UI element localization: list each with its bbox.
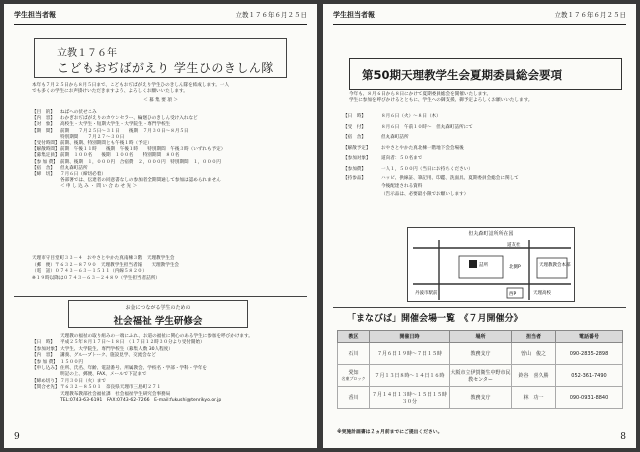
intro-line: 学生に参加を呼びかけるとともに、学生への御支援、御予定よろしくお願いいたします。 <box>349 98 533 104</box>
detail-row: 【内 容】 わかぎおぢばがえりのカウンセラー、輪廻ひのきしん受け入れなど <box>32 116 198 122</box>
map-label-dooyusha: 道友社 <box>507 243 521 248</box>
detail-row: 【申し込み】 住所、氏名、年齢、電話番号、所属教会、学校名・学部・学科・学年を <box>32 366 208 372</box>
left-header-rule <box>14 24 307 25</box>
col-phone: 電話番号 <box>556 331 623 343</box>
col-person: 担当者 <box>512 331 556 343</box>
right-page-number: 8 <box>620 432 626 442</box>
detail-row: 各部署では、伝達者の同意書なしの参加者全期間通して参加は認められません <box>60 178 221 184</box>
map-title: 但丸森町詰所所在図 <box>468 231 514 237</box>
section-label: ＜ 募 集 要 項 ＞ <box>143 97 178 103</box>
detail-row: 特別期間 ７月２７～３０日 <box>60 134 125 140</box>
map-label-north-p: 北側P <box>509 265 521 270</box>
section-divider <box>14 296 307 297</box>
assembly-title: 第50期天理教学生会夏期委員総会要項 <box>362 68 563 82</box>
intro-line: でも多くの学生にお声掛けいただきますよう、よろしくお願いいたします。 <box>32 89 188 95</box>
contact-line: 天理市守目堂町３３－４ おやさとやかた真南棟３階 天理教学生会 <box>32 256 175 261</box>
detail-row: 【目 的】 ねばへの伏せこみ <box>32 110 97 115</box>
detail-row: 【参加対象】 大学生、大学院生、専門学校生（募集人数 30人程度） <box>32 346 173 352</box>
detail-row: 【参加対象】 道向者：５０名まで <box>343 156 423 161</box>
detail-row: 【期 間】 前期 ７月２５日～３１日 後期 ７月３０日～８月５日 <box>32 128 189 134</box>
contact-line: ※１９時以降は０７４３－６３－２４８９（学生担当者詰所） <box>32 275 160 281</box>
detail-row: 【締め切り】 ７月３０日（火）まで <box>32 378 106 384</box>
detail-row: 【内 容】 講義、グループトーク、施設見学、交流会など <box>32 353 156 359</box>
assembly-intro <box>349 92 616 105</box>
hinokishin-intro <box>32 83 289 104</box>
right-header-title: 学生担当者報 <box>333 11 375 19</box>
detail-row: 【参 加 費】 １５００円 <box>32 359 83 365</box>
welfare-details <box>32 334 295 404</box>
detail-row: 【募集定員】 前期 １００名 後期 １００名 特別期間 ８０名 <box>32 153 180 159</box>
hinokishin-details <box>32 110 291 191</box>
col-district: 教区 <box>338 331 370 343</box>
map-label-tsumesho: 詰所 <box>479 263 488 268</box>
left-header <box>14 10 307 22</box>
table-row: 香川 ７月１４日１３時～１５日１５時３０分 教務支庁 林 功一 090-0931-8840 <box>338 387 623 409</box>
hinokishin-title-box <box>34 38 287 78</box>
contact-line: （郵 便）〒６３２－８７９０ 天理教学生担当者報 天理教学生会 <box>32 262 180 268</box>
contact-block <box>32 256 179 282</box>
hinokishin-title-line2: こどもおぢばがえり 学生ひのきしん隊 <box>57 61 274 75</box>
table-row: 石川 ７月６日１９時～７日１５時 教務支庁 曽山 俊之 090-2835-2898 <box>338 343 623 365</box>
detail-row: 【宿 舎】 但丸森町詰所 <box>32 165 88 171</box>
detail-row: TEL:0743-63-6191 FAX:0743-62-7266 E-mail:fukushi@tenrikyo.or.jp <box>60 398 222 404</box>
detail-row: 【参 加 費】 前期、後期 １，０００円 合宿費 ２，０００円 特別期間 １，０００円 <box>32 159 221 165</box>
map-label-station: 丹波市駅前 <box>415 291 438 296</box>
welfare-title: 社会福祉 学生研修会 <box>113 316 203 327</box>
map-label-west-p: 西P <box>509 292 517 297</box>
left-page <box>4 4 317 448</box>
detail-row: 天理教布教部社会福祉課 社会福祉学生研究会事務局 <box>60 391 171 397</box>
detail-row: 明記の上、郵便、FAX、メールで下記まで <box>60 372 147 378</box>
assembly-title-box <box>349 58 622 90</box>
map-label-high-school: 天理高校 <box>533 291 551 296</box>
detail-row: 今後配達される資料 <box>381 184 423 189</box>
left-header-date: 立教１７６年６月２５日 <box>235 11 307 19</box>
col-place: 場所 <box>450 331 512 343</box>
right-header <box>333 10 626 22</box>
detail-row: 【日 時】 平成２５年８月１７日～１８日 （１７日１２時３０分より受付開始） <box>32 340 205 346</box>
detail-row: 天理教の福祉の取り組みの一端にふれ、お道の福祉に関心のある学生に参加を呼びかけます。 <box>60 334 253 339</box>
assembly-details <box>343 112 622 199</box>
col-datetime: 開催日時 <box>370 331 450 343</box>
table-note: ※実施計画書は２ヵ月前までにご提出ください。 <box>337 430 443 435</box>
table-header-row <box>338 331 623 343</box>
detail-row: 【締 切】 ７月６日（締切必着） <box>32 172 106 178</box>
right-header-date: 立教１７６年６月２５日 <box>554 11 626 19</box>
access-map <box>407 227 575 302</box>
section-divider <box>333 307 626 308</box>
right-page <box>323 4 636 448</box>
right-header-rule <box>333 24 626 25</box>
welfare-subtitle: お金につながる学生のための <box>125 305 191 311</box>
intro-line: 本年も７月２５日から８月５日まで、こどもおぢばがえり学生ひのきしん隊を結成します。一人 <box>32 83 230 88</box>
intro-line: 今年も、８月６日から８日にかけて夏期委員総会を開催いたします。 <box>349 92 492 97</box>
welfare-title-box <box>68 300 248 328</box>
detail-row: （告示品は、必要最小限でお願いします） <box>381 192 469 197</box>
detail-row: ＜ 申 し 込 み ・ 問 い 合 わ せ 先 ＞ <box>60 184 138 190</box>
detail-row: 【持参品】 ハッピ、供線証、筆記用、印鑑、洗面具、夏期委員会総会に関して <box>343 176 519 181</box>
left-page-number: 9 <box>14 432 20 442</box>
detail-row: 【日 時】 ８月６日（火）～８日（木） <box>343 114 441 119</box>
map-label-honbu: 天理教教会本部 <box>539 263 571 268</box>
left-header-title: 学生担当者報 <box>14 11 56 19</box>
manabiba-title: 「まなびば」開催会場一覧 《７月開催分》 <box>347 314 523 324</box>
detail-row: 【対 象】 高校生・大学生・短期大学生・大学院生・専門学校生 <box>32 122 171 128</box>
table-row: 愛知 名東ブロック ７月１３日８時～１４日１６時 大阪市立伊賀衛生中野市民教センター 鈴谷 喜久勝 052-361-7490 <box>338 365 623 387</box>
map-drawing <box>409 238 575 302</box>
manabiba-table <box>337 330 623 409</box>
detail-row: 【解散時間】 前期 午後１１時 後期 午後１時 特別期間 午後３時（いずれも予定） <box>32 147 226 153</box>
hinokishin-title-line1: 立教１７６年 <box>57 48 117 59</box>
detail-row: 【受 付】 ８月６日 午前１０時～ 但丸森町詰所にて <box>343 124 473 130</box>
detail-row: 【解散予定】 おやさとやかた真北棟一階地下会会場後 <box>343 145 464 151</box>
detail-row: 【参加費】 一人１，５００円（当日にお持ちください） <box>343 166 473 172</box>
detail-row: 【宿 舎】 但丸森町詰所 <box>343 135 409 140</box>
contact-line: （電 話）０７４３－６３－１５１１（内線５８２０） <box>32 269 147 275</box>
detail-row: 【問合せ先】 〒６３２－８５０１ 奈良県天理市三島町２７１ <box>32 385 162 391</box>
detail-row: 【受付時間】 前期、後期、特別期間とも午後１時（予定） <box>32 141 152 147</box>
